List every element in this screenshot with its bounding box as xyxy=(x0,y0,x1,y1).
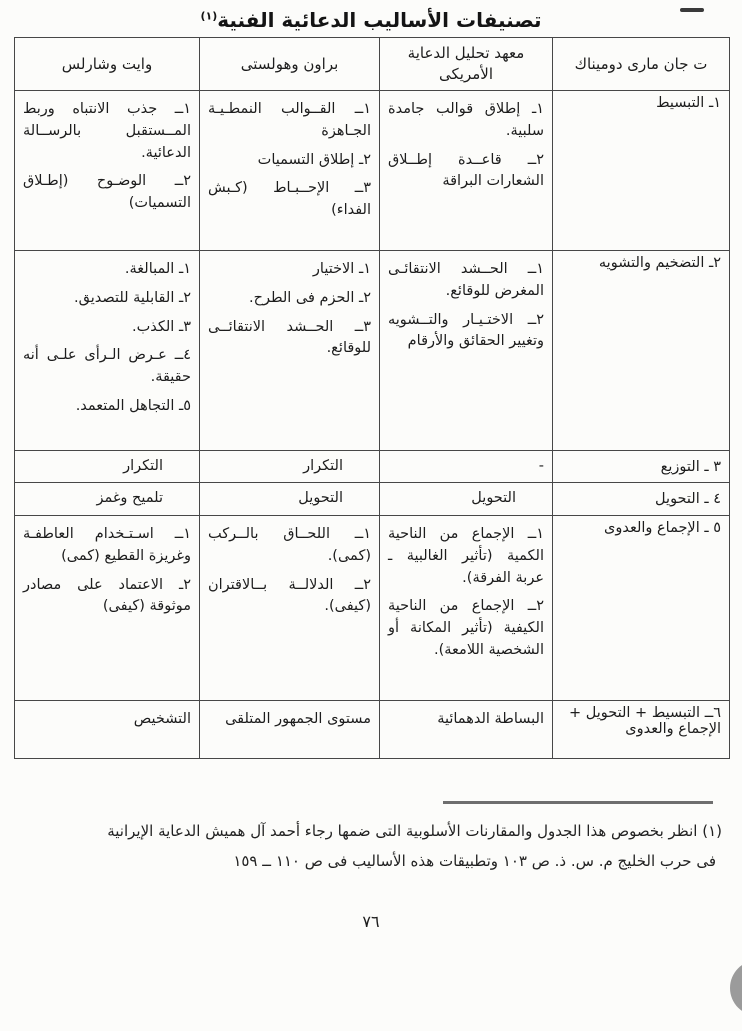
cell-item: ٢ــ قاعــدة إطــلاق الشعارات البراقة xyxy=(388,151,544,190)
cell-brown-holsti xyxy=(200,91,380,251)
table-row xyxy=(15,91,730,251)
cell-brown-holsti xyxy=(200,701,380,759)
column-header-domenach: ت جان مارى دوميناك xyxy=(553,38,730,91)
cell-item: ١ــ الإجماع من الناحية الكمية (تأثير الغالبية ـ عربة الفرقة). xyxy=(388,526,544,586)
cell-item: ١ــ جذب الانتباه وربط المــستقبل بالرســالة الدعائية. xyxy=(23,101,191,161)
cell-white-charles xyxy=(15,701,200,759)
cell-item: التشخيص xyxy=(133,711,191,727)
cell-item: ٣ــ الإحــبـاط (كـبش الفداء) xyxy=(208,180,371,218)
propaganda-methods-table xyxy=(14,37,730,759)
cell-white-charles xyxy=(15,251,200,451)
cell-item: ١ـ الاختيار xyxy=(312,261,371,277)
cell-institute xyxy=(380,483,553,516)
page-title xyxy=(0,8,742,32)
page-number: ٧٦ xyxy=(362,912,380,931)
table-row xyxy=(15,516,730,701)
cell-white-charles xyxy=(15,516,200,701)
cell-institute xyxy=(380,91,553,251)
table-row xyxy=(15,701,730,759)
column-header-institute: معهد تحليل الدعاية الأمريكى xyxy=(380,38,553,91)
table-row xyxy=(15,251,730,451)
cell-item: ١ـ المبالغة. xyxy=(124,261,191,277)
cell-item: ١ـ إطلاق قوالب جامدة سلبية. xyxy=(388,101,544,139)
cell-item: تلميح وغمز xyxy=(96,490,163,507)
cell-item: التكرار xyxy=(303,457,343,474)
footnote-separator-rule xyxy=(443,801,713,804)
row-label-distribution: ٣ ـ التوزيع xyxy=(553,451,730,483)
cell-institute xyxy=(380,251,553,451)
cell-item: ١ــ الحــشد الانتقائـى المغرض للوقائع. xyxy=(388,261,544,299)
cell-item: ٣ــ الحــشد الانتقائــى للوقائع. xyxy=(208,318,371,357)
cell-institute xyxy=(380,701,553,759)
cell-institute xyxy=(380,451,553,483)
row-label-combined-methods: ٦ــ التبسيط + التحويل + الإجماع والعدوى xyxy=(553,701,730,759)
cell-item: ٢ـ الحزم فى الطرح. xyxy=(249,289,371,306)
footnote xyxy=(20,816,722,876)
cell-item: ٢ــ الإجماع من الناحية الكيفية (تأثير المكانة أو الشخصية اللامعة). xyxy=(388,598,544,658)
footnote-line-1: (١) انظر بخصوص هذا الجدول والمقارنات الأسلوبية التى ضمها رجاء أحمد آل هميش الدعاية الإيرانية xyxy=(107,822,722,840)
cell-item: مستوى الجمهور المتلقى xyxy=(225,711,371,727)
cell-white-charles xyxy=(15,483,200,516)
column-header-brown-holsti: براون وهولستى xyxy=(200,38,380,91)
table-row xyxy=(15,483,730,516)
cell-item: ٢ـ الاعتماد على مصادر موثوقة (كيفى) xyxy=(23,576,191,615)
cell-item: ٢ــ الوضـوح (إطـلاق التسميات) xyxy=(23,173,191,211)
scan-artifact-mark xyxy=(680,8,704,12)
cell-brown-holsti xyxy=(200,251,380,451)
cell-item: ٢ــ الاختـيـار والتــشويه وتغيير الحقائق والأرقام xyxy=(388,311,544,350)
column-header-white-charles: وايت وشارلس xyxy=(15,38,200,91)
cell-item: ٥ـ التجاهل المتعمد. xyxy=(75,397,191,414)
cell-brown-holsti xyxy=(200,483,380,516)
cell-item: ٢ــ الدلالــة بــالاقتران (كيفى). xyxy=(208,576,371,615)
row-label-transfer: ٤ ـ التحويل xyxy=(553,483,730,516)
footnote-line-2: فى حرب الخليج م. س. ذ. ص ١٠٣ وتطبيقات هذه الأساليب فى ص ١١٠ ــ ١٥٩ xyxy=(233,852,716,870)
title-footnote-marker: (١) xyxy=(200,9,218,23)
cell-item: التكرار xyxy=(123,457,163,474)
cell-item: ١ــ اسـتـخدام العاطفـة وغريزة القطيع (كمى) xyxy=(23,526,191,564)
cell-brown-holsti xyxy=(200,451,380,483)
row-label-simplification: ١ـ التبسيط xyxy=(553,91,730,251)
cell-item: ٣ـ الكذب. xyxy=(132,318,191,335)
cell-institute xyxy=(380,516,553,701)
cell-item: ١ــ القــوالب النمطـيـة الجـاهزة xyxy=(208,101,371,139)
cell-item: ٢ـ القابلية للتصديق. xyxy=(74,289,191,306)
cell-item: ١ــ اللحــاق بالــركب (كمى). xyxy=(208,526,371,564)
cell-white-charles xyxy=(15,451,200,483)
cell-item: ٢ـ إطلاق التسميات xyxy=(257,151,371,168)
table-row xyxy=(15,451,730,483)
cell-item: البساطة الدهمائية xyxy=(437,711,544,727)
title-text: تصنيفات الأساليب الدعائية الفنية xyxy=(217,8,542,32)
cell-item: التحويل xyxy=(471,490,516,507)
cell-item: - xyxy=(538,457,544,474)
cell-item: ٤ــ عـرض الـرأى علـى أنه حقيقة. xyxy=(23,347,191,385)
row-label-exaggeration-distortion: ٢ـ التضخيم والتشويه xyxy=(553,251,730,451)
table-header-row xyxy=(15,38,730,91)
row-label-consensus-contagion: ٥ ـ الإجماع والعدوى xyxy=(553,516,730,701)
cell-white-charles xyxy=(15,91,200,251)
cell-brown-holsti xyxy=(200,516,380,701)
cell-item: التحويل xyxy=(298,490,343,507)
scroll-indicator-circle[interactable] xyxy=(730,960,742,1016)
